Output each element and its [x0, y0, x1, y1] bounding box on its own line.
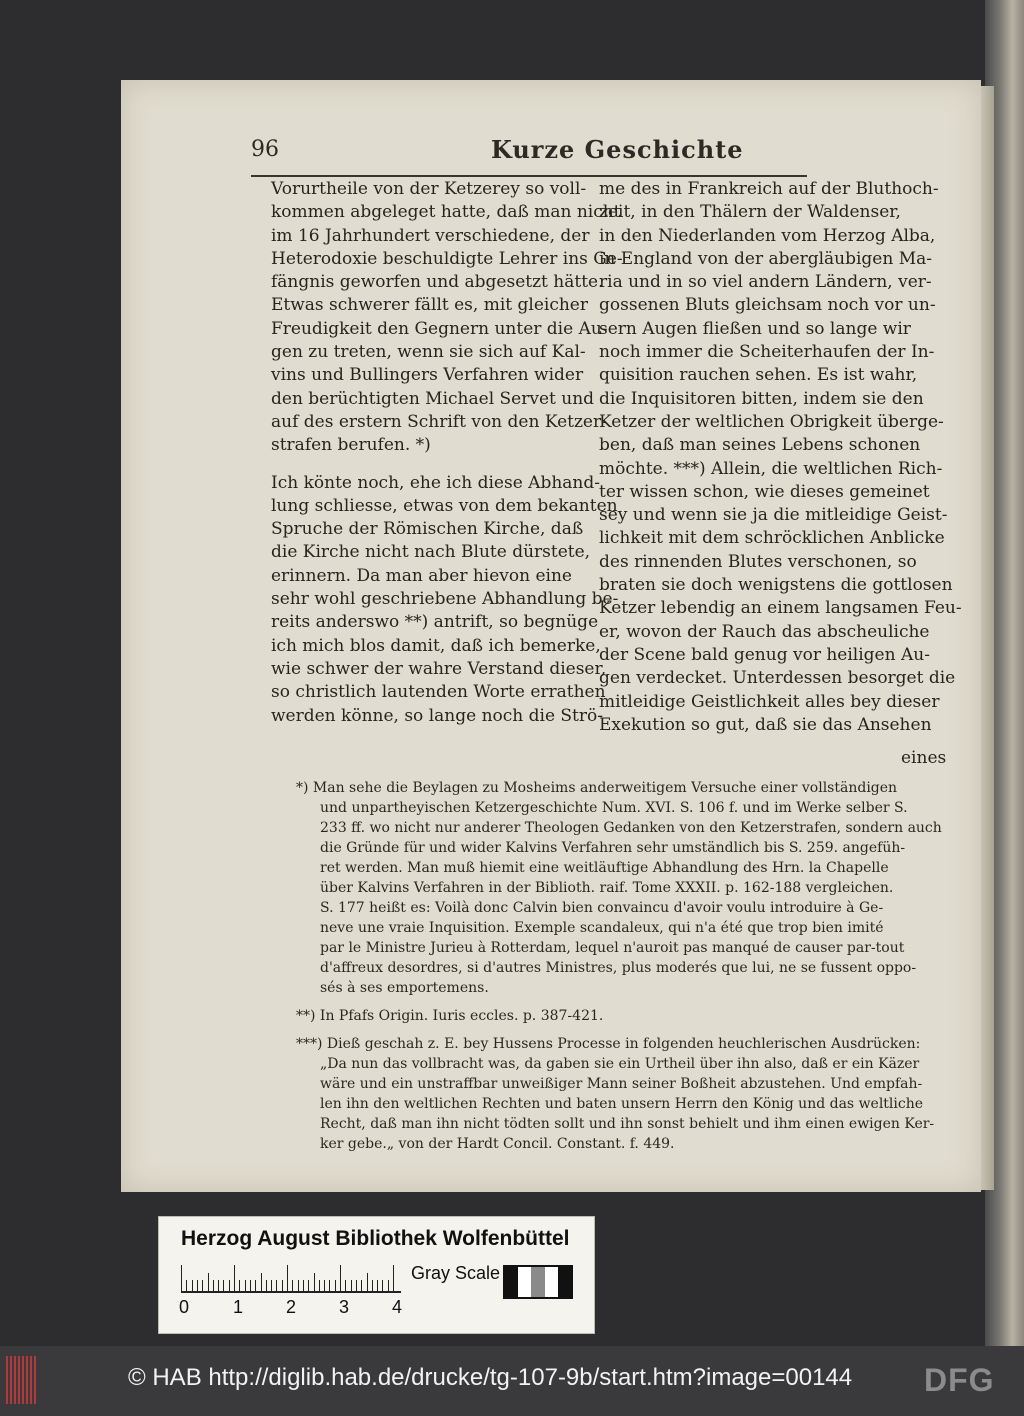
- gray-scale-bar: [503, 1265, 573, 1299]
- text-line: reits anderswo **) antrift, so begnüge: [271, 612, 599, 633]
- header-rule: [251, 175, 807, 177]
- text-line: Spruche der Römischen Kirche, daß: [271, 519, 584, 540]
- text-line: die Kirche nicht nach Blute dürstete,: [271, 542, 591, 563]
- ruler-tick: [213, 1280, 214, 1291]
- ruler-tick: [197, 1280, 198, 1291]
- footnote: [296, 778, 942, 998]
- ruler-number: 4: [392, 1297, 403, 1317]
- page-number: 96: [251, 137, 279, 162]
- text-line: ter wissen schon, wie dieses gemeinet: [599, 481, 930, 502]
- text-line: braten sie doch wenigstens die gottlosen: [599, 575, 953, 596]
- ruler-tick: [340, 1265, 341, 1291]
- text-line: gossenen Bluts gleichsam noch vor un-: [599, 295, 936, 316]
- ruler-tick: [181, 1265, 182, 1291]
- ruler-tick: [239, 1280, 240, 1291]
- barcode-bar: [6, 1356, 8, 1404]
- text-line: Heterodoxie beschuldigte Lehrer ins Ge-: [271, 248, 623, 269]
- text-line: ria und in so viel andern Ländern, ver-: [599, 272, 932, 293]
- barcode-bar: [34, 1356, 36, 1404]
- text-line: noch immer die Scheiterhaufen der In-: [599, 342, 935, 363]
- text-line: sern Augen fließen und so lange wir: [599, 318, 911, 339]
- ruler-tick: [367, 1273, 368, 1291]
- gray-swatch: [531, 1267, 544, 1297]
- catchword: eines: [901, 748, 947, 768]
- text-line: Ich könte noch, ehe ich diese Abhand-: [271, 472, 601, 493]
- ruler-tick: [282, 1280, 283, 1291]
- text-line: des rinnenden Blutes verschonen, so: [599, 551, 917, 572]
- barcode-icon: [6, 1356, 36, 1404]
- ruler-tick: [202, 1280, 203, 1291]
- footnote-line: „Da nun das vollbracht was, da gaben sie ein Urtheil über ihn also, daß er ein Käzer: [320, 1056, 920, 1072]
- text-line: Exekution so gut, daß sie das Ansehen: [599, 714, 932, 735]
- footnote-line: ***) Dieß geschah z. E. bey Hussens Processe in folgenden heuchlerischen Ausdrücken:: [296, 1036, 921, 1052]
- gray-swatch: [505, 1267, 518, 1297]
- ruler-tick: [361, 1280, 362, 1291]
- text-line: Freudigkeit den Gegnern unter die Au-: [271, 318, 608, 339]
- ruler-tick: [372, 1280, 373, 1291]
- text-line: Ketzer der weltlichen Obrigkeit überge-: [599, 411, 944, 432]
- ruler-tick: [388, 1280, 389, 1291]
- ruler-tick: [351, 1280, 352, 1291]
- barcode-bar: [30, 1356, 32, 1404]
- ruler-tick: [208, 1273, 209, 1291]
- paragraph-gap: [271, 458, 591, 472]
- ruler-number: 1: [233, 1297, 244, 1317]
- ruler-tick: [250, 1280, 251, 1291]
- barcode-bar: [22, 1356, 24, 1404]
- text-line: me des in Frankreich auf der Bluthoch-: [599, 179, 939, 199]
- ruler-tick: [377, 1280, 378, 1291]
- text-line: gen verdecket. Unterdessen besorget die: [599, 668, 956, 689]
- footnote-line: über Kalvins Verfahren in der Biblioth. raif. Tome XXXII. p. 162-188 vergleichen.: [320, 880, 894, 896]
- ruler-tick: [266, 1280, 267, 1291]
- footnote-line: und unpartheyischen Ketzergeschichte Num. XVI. S. 106 f. und im Werke selber S.: [320, 800, 908, 816]
- text-line: in den Niederlanden vom Herzog Alba,: [599, 225, 936, 246]
- ruler-tick: [393, 1265, 394, 1291]
- text-line: Etwas schwerer fällt es, mit gleicher: [271, 295, 588, 316]
- footnotes: [296, 778, 942, 1162]
- text-line: gen zu treten, wenn sie sich auf Kal-: [271, 342, 586, 363]
- footnote-line: S. 177 heißt es: Voilà donc Calvin bien convaincu d'avoir voulu introduire à Ge-: [320, 900, 884, 916]
- footnote: [296, 1034, 936, 1154]
- ruler-tick: [319, 1280, 320, 1291]
- text-line: werden könne, so lange noch die Strö-: [271, 705, 603, 726]
- ruler-number: 0: [179, 1297, 190, 1317]
- footnote-line: **) In Pfafs Origin. Iuris eccles. p. 387-421.: [296, 1008, 604, 1024]
- text-line: erinnern. Da man aber hievon eine: [271, 565, 572, 586]
- ruler-tick: [324, 1280, 325, 1291]
- text-line: so christlich lautenden Worte errathen: [271, 682, 606, 703]
- ruler-tick: [234, 1265, 235, 1291]
- footnote-line: sés à ses emportemens.: [320, 980, 489, 996]
- ruler-tick: [329, 1280, 330, 1291]
- ruler-tick: [314, 1273, 315, 1291]
- footnote-line: *) Man sehe die Beylagen zu Mosheims anderweitigem Versuche einer vollständigen: [296, 780, 898, 796]
- text-line: im 16 Jahrhundert verschiedene, der: [271, 225, 590, 246]
- footnote-line: len ihn den weltlichen Rechten und baten unsern Herrn den König und das weltliche: [320, 1096, 924, 1112]
- ruler-tick: [255, 1280, 256, 1291]
- barcode-bar: [14, 1356, 16, 1404]
- text-line: die Inquisitoren bitten, indem sie den: [599, 388, 924, 409]
- footnote-line: 233 ff. wo nicht nur anderer Theologen Gedanken von den Ketzerstrafen, sondern auch: [320, 820, 942, 836]
- barcode-bar: [10, 1356, 12, 1404]
- ruler-tick: [303, 1280, 304, 1291]
- ruler-tick: [261, 1273, 262, 1291]
- footnote-line: d'affreux desordres, si d'autres Ministres, plus moderés que lui, ne se fussent oppo-: [320, 960, 917, 976]
- text-line: wie schwer der wahre Verstand dieser,: [271, 658, 607, 679]
- ruler-tick: [287, 1265, 288, 1291]
- text-line: den berüchtigten Michael Servet und: [271, 388, 595, 409]
- ruler-tick: [229, 1280, 230, 1291]
- text-line: in England von der abergläubigen Ma-: [599, 248, 933, 269]
- footnote-line: wäre und ein unstraffbar unweißiger Mann seiner Boßheit abzustehen. Und empfah-: [320, 1076, 923, 1092]
- text-line: mitleidige Geistlichkeit alles bey dieser: [599, 691, 940, 712]
- copyright-url[interactable]: © HAB http://diglib.hab.de/drucke/tg-107-9b/start.htm?image=00144: [128, 1364, 853, 1391]
- barcode-bar: [26, 1356, 28, 1404]
- color-calibration-card: [158, 1216, 595, 1334]
- text-line: ben, daß man seines Lebens schonen: [599, 435, 921, 456]
- text-line: Vorurtheile von der Ketzerey so voll-: [271, 179, 587, 199]
- text-line: sehr wohl geschriebene Abhandlung be-: [271, 589, 619, 610]
- ruler-tick: [223, 1280, 224, 1291]
- text-line: er, wovon der Rauch das abscheuliche: [599, 621, 930, 642]
- text-line: lung schliesse, etwas von dem bekanten: [271, 495, 618, 516]
- text-line: sey und wenn sie ja die mitleidige Geist-: [599, 505, 948, 526]
- text-line: vins und Bullingers Verfahren wider: [271, 365, 584, 386]
- running-head: Kurze Geschichte: [491, 135, 744, 164]
- ruler-tick: [276, 1280, 277, 1291]
- ruler-tick: [192, 1280, 193, 1291]
- measurement-ruler: [181, 1265, 401, 1293]
- document-page: [121, 80, 981, 1192]
- ruler-tick: [298, 1280, 299, 1291]
- ruler-tick: [271, 1280, 272, 1291]
- text-line: möchte. ***) Allein, die weltlichen Rich-: [599, 458, 943, 479]
- text-line: ich mich blos damit, daß ich bemerke,: [271, 635, 601, 656]
- text-line: fängnis geworfen und abgesetzt hätte.: [271, 272, 604, 293]
- ruler-tick: [356, 1280, 357, 1291]
- ruler-tick: [245, 1280, 246, 1291]
- gray-swatch: [545, 1267, 558, 1297]
- ruler-tick: [382, 1280, 383, 1291]
- ruler-tick: [335, 1280, 336, 1291]
- gray-swatch: [558, 1267, 571, 1297]
- ruler-tick: [186, 1280, 187, 1291]
- gray-scale-label: Gray Scale: [411, 1263, 501, 1283]
- ruler-number: 2: [286, 1297, 297, 1317]
- ruler-number: 3: [339, 1297, 350, 1317]
- ruler-tick: [292, 1280, 293, 1291]
- text-line: auf des erstern Schrift von den Ketzer-: [271, 411, 607, 432]
- text-line: quisition rauchen sehen. Es ist wahr,: [599, 365, 918, 386]
- ruler-tick: [345, 1280, 346, 1291]
- text-line: strafen berufen. *): [271, 435, 431, 456]
- footnote-line: Recht, daß man ihn nicht tödten sollt und ihn sonst behielt und ihm einen ewigen Ker-: [320, 1116, 935, 1132]
- text-line: lichkeit mit dem schröcklichen Anblicke: [599, 528, 945, 549]
- ruler-tick: [308, 1280, 309, 1291]
- footnote: [296, 1006, 936, 1026]
- footnote-line: neve une vraie Inquisition. Exemple scandaleux, qui n'a été que trop bien imité: [320, 920, 884, 936]
- barcode-bar: [18, 1356, 20, 1404]
- text-column-left: [271, 178, 623, 728]
- page-header: [251, 137, 811, 173]
- text-line: zeit, in den Thälern der Waldenser,: [599, 202, 901, 223]
- text-line: der Scene bald genug vor heiligen Au-: [599, 644, 930, 665]
- footnote-line: par le Ministre Jurieu à Rotterdam, lequel n'auroit pas manqué de causer par-tout: [320, 940, 905, 956]
- dfg-logo: DFG: [924, 1362, 995, 1398]
- footnote-line: ret werden. Man muß hiemit eine weitläuftige Abhandlung des Hrn. la Chapelle: [320, 860, 889, 876]
- gray-swatch: [518, 1267, 531, 1297]
- footnote-line: die Gründe für und wider Kalvins Verfahren sehr umständlich bis S. 259. angefüh-: [320, 840, 906, 856]
- footnote-line: ker gebe.„ von der Hardt Concil. Constant. f. 449.: [320, 1136, 675, 1152]
- text-line: kommen abgeleget hatte, daß man nicht: [271, 202, 621, 223]
- library-name: Herzog August Bibliothek Wolfenbüttel: [181, 1227, 570, 1250]
- text-line: Ketzer lebendig an einem langsamen Feu-: [599, 598, 962, 619]
- text-column-right: [599, 178, 962, 737]
- ruler-tick: [218, 1280, 219, 1291]
